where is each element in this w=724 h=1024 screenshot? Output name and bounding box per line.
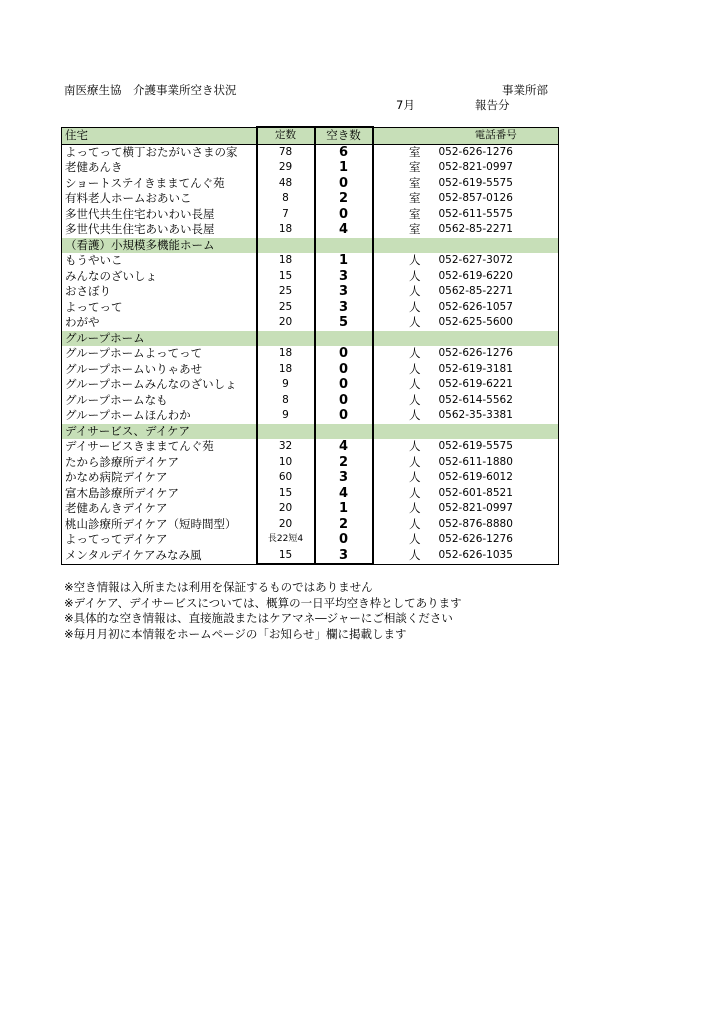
table-row: グループホームみんなのざいしょ 9 0 人 052-619-6221 (65, 377, 513, 393)
table-row: グループホームよってって 18 0 人 052-626-1276 (65, 346, 513, 362)
table-row: よってって横丁おたがいさまの家 78 6 室 052-626-1276 (65, 144, 513, 160)
table-row: もうやいこ 18 1 人 052-627-3072 (65, 253, 513, 269)
header-phone: 電話番号 (373, 127, 559, 144)
table-row: 老健あんきデイケア 20 1 人 052-821-0997 (65, 501, 513, 517)
section-header-group-home: グループホーム (62, 331, 559, 347)
table-row: 多世代共生住宅わいわい長屋 7 0 室 052-611-5575 (65, 206, 513, 222)
table-row: わがや 20 5 人 052-625-5600 (65, 315, 513, 331)
table-row: 老健あんき 29 1 室 052-821-0997 (65, 160, 513, 176)
note-line: ※毎月月初に本情報をホームページの「お知らせ」欄に掲載します (64, 626, 407, 641)
table-row: おさぼり 25 3 人 0562-85-2271 (65, 284, 513, 300)
table-header-row (62, 127, 559, 144)
note-line: ※具体的な空き情報は、直接施設またはケアマネ―ジャーにご相談ください (64, 611, 453, 625)
header-facility: 住宅 (62, 127, 257, 144)
table-row: グループホームなも 8 0 人 052-614-5562 (65, 392, 513, 408)
table-row: よってってデイケア 長22短4 0 人 052-626-1276 (65, 532, 513, 548)
vacancy-table (61, 126, 559, 565)
report-month: 7月 (396, 98, 415, 112)
table-row: メンタルデイケアみなみ風 15 3 人 052-626-1035 (62, 548, 559, 565)
table-row: デイサービスきままてんぐ苑 32 4 人 052-619-5575 (65, 439, 513, 455)
section-header-small-multifunction: （看護）小規模多機能ホーム (62, 238, 559, 254)
table-row: たから診療所デイケア 10 2 人 052-611-1880 (65, 454, 513, 470)
table-row: 桃山診療所デイケア（短時間型） 20 2 人 052-876-8880 (65, 516, 513, 532)
section-header-day-service: デイサービス、デイケア (62, 424, 559, 440)
header-vacancy: 空き数 (315, 127, 373, 144)
table-row: グループホームいりゃあせ 18 0 人 052-619-3181 (65, 361, 513, 377)
note-line: ※空き情報は入所または利用を保証するものではありません (64, 580, 373, 594)
table-row: 富木島診療所デイケア 15 4 人 052-601-8521 (65, 485, 513, 501)
table-row: 有料老人ホームおあいこ 8 2 室 052-857-0126 (65, 191, 513, 207)
table-row: 多世代共生住宅あいあい長屋 18 4 室 0562-85-2271 (65, 222, 513, 238)
table-row: かなめ病院デイケア 60 3 人 052-619-6012 (65, 470, 513, 486)
report-label: 報告分 (475, 98, 510, 112)
department-label: 事業所部 (502, 83, 548, 97)
table-row: よってって 25 3 人 052-626-1057 (65, 299, 513, 315)
header-capacity: 定数 (257, 127, 315, 144)
table-row: グループホームほんわか 9 0 人 0562-35-3381 (65, 408, 513, 424)
table-row: ショートステイきままてんぐ苑 48 0 室 052-619-5575 (65, 175, 513, 191)
notes-block (64, 580, 462, 642)
document-title: 南医療生協 介護事業所空き状況 (64, 83, 237, 97)
note-line: ※デイケア、デイサービスについては、概算の一日平均空き枠としてあります (64, 595, 462, 610)
table-row: みんなのざいしょ 15 3 人 052-619-6220 (65, 268, 513, 284)
